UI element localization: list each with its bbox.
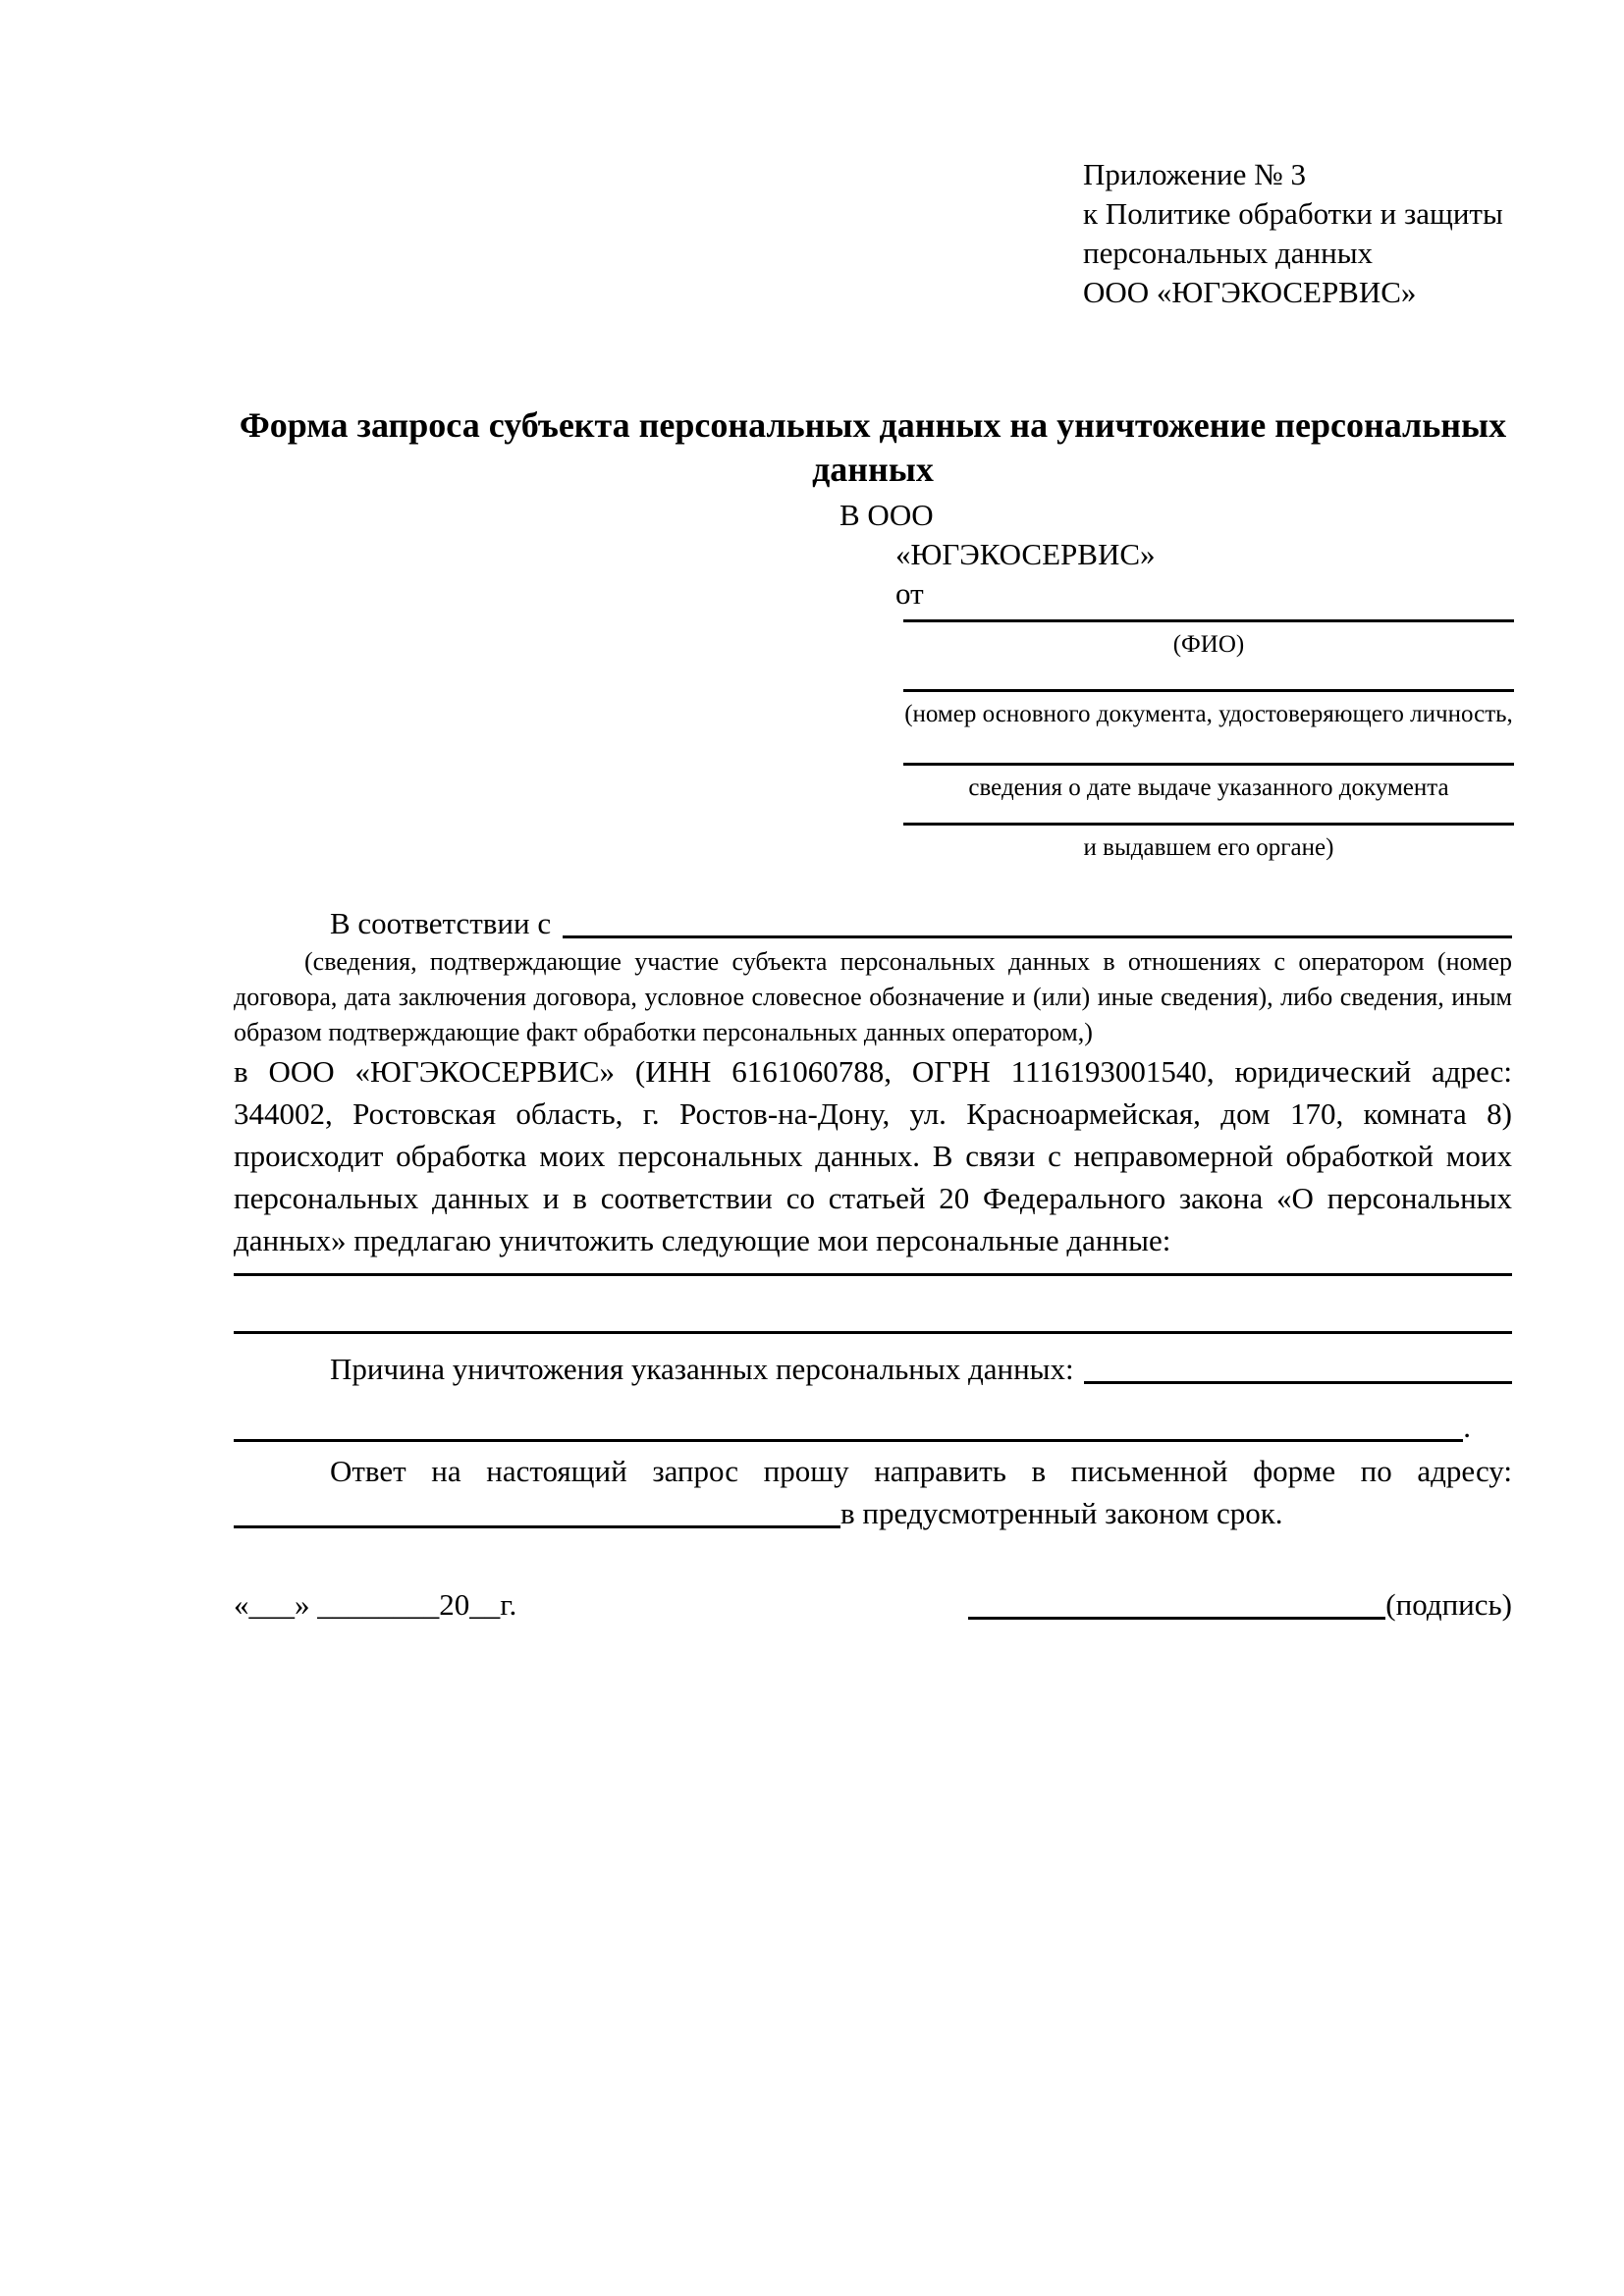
reply-request-line: Ответ на настоящий запрос прошу направить в письменной форме по адресу: — [330, 1454, 1512, 1488]
appendix-line-2: к Политике обработки и защиты — [1083, 196, 1503, 231]
appendix-line-4: ООО «ЮГЭКОСЕРВИС» — [1083, 275, 1417, 309]
document-issue-date-blank-line — [903, 763, 1514, 766]
reply-address-row — [234, 1492, 1512, 1534]
main-paragraph: в ООО «ЮГЭКОСЕРВИС» (ИНН 6161060788, ОГРН 1116193001540, юридический адрес: 344002, Ростовская область, г. Ростов-на-Дону, ул. Красноармейская, дом 170, комната 8) происходит обработка моих персональных данных. В связи с неправомерной обработкой моих персональных данных и в соответствии со статьей 20 Федерального закона «О персональных данных» предлагаю уничтожить следующие мои персональные данные: — [234, 1054, 1512, 1257]
addressee-from-label: от — [895, 576, 924, 611]
addressee-org-name: «ЮГЭКОСЕРВИС» — [895, 537, 1156, 571]
appendix-line-3: персональных данных — [1083, 236, 1374, 270]
appendix-block — [1083, 155, 1512, 312]
signature-group — [968, 1583, 1512, 1626]
reason-row — [234, 1348, 1512, 1390]
signature-blank-line — [968, 1583, 1385, 1620]
accordance-hint-note: (сведения, подтверждающие участие субъекта персональных данных в отношениях с оператором (номер договора, дата заключения договора, условное словесное обозначение и (или) иные сведения), либо сведения, иным образом подтверждающие факт обработки персональных данных оператором,) — [234, 947, 1512, 1046]
document-issuer-blank-line — [903, 823, 1514, 826]
document-number-hint: (номер основного документа, удостоверяющего личность, — [904, 701, 1513, 727]
addressee-to-prefix: В ООО — [839, 498, 934, 532]
reason-tail-period: . — [1463, 1410, 1471, 1444]
reason-continuation-row — [234, 1406, 1512, 1448]
appendix-line-1: Приложение № 3 — [1083, 157, 1306, 191]
reply-address-blank-line — [234, 1492, 840, 1528]
accordance-row — [234, 902, 1512, 944]
document-title: Форма запроса субъекта персональных данных на уничтожение персональных данных — [239, 405, 1507, 489]
reason-continuation-blank-line — [234, 1406, 1463, 1442]
document-issuer-hint: и выдавшем его органе) — [1083, 834, 1334, 861]
data-blank-line-2 — [234, 1331, 1512, 1334]
fio-hint: (ФИО) — [1172, 631, 1245, 658]
signature-hint: (подпись) — [1385, 1587, 1512, 1622]
reason-blank-line — [1084, 1348, 1512, 1384]
fio-blank-line — [903, 619, 1514, 622]
document-content — [234, 0, 1512, 1626]
document-number-blank-line — [903, 689, 1514, 692]
reply-tail-text: в предусмотренный законом срок. — [840, 1496, 1283, 1530]
footer-row — [234, 1583, 1512, 1626]
accordance-prefix: В соответствии с — [330, 906, 552, 940]
accordance-blank-line — [563, 902, 1512, 938]
reason-label: Причина уничтожения указанных персональных данных: — [330, 1352, 1074, 1386]
addressee-block — [839, 496, 1512, 614]
document-issue-date-hint: сведения о дате выдаче указанного документа — [968, 774, 1449, 801]
data-blank-line-1 — [234, 1273, 1512, 1276]
date-blank: «___» ________20__г. — [234, 1587, 517, 1622]
